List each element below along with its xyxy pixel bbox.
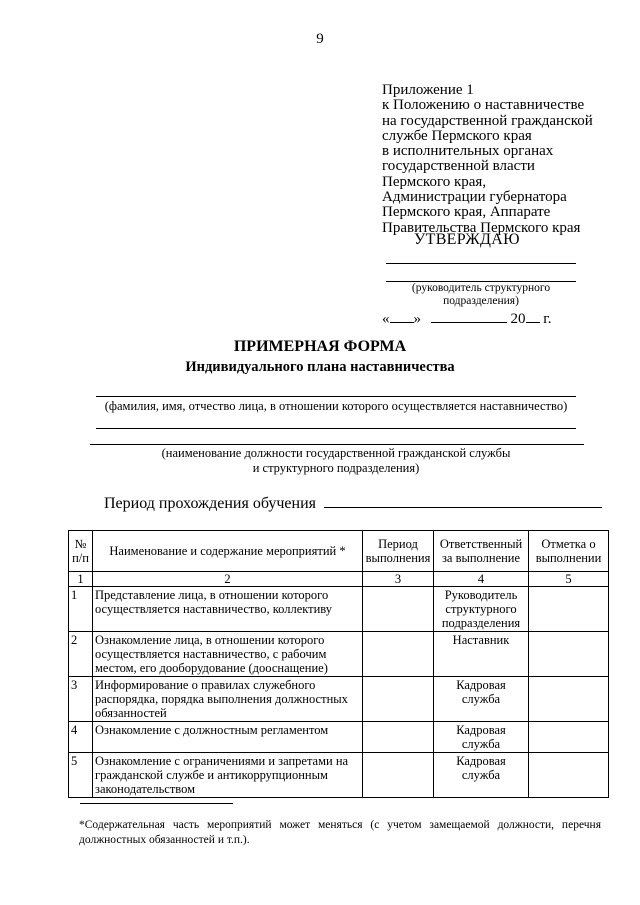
column-number: 2 (93, 572, 363, 587)
activity-cell: Информирование о правилах служебного распорядка, порядка выполнения должностных обязанностей (93, 677, 363, 722)
activity-cell: Ознакомление с ограничениями и запретами на гражданской службе и антикоррупционным законодательством (93, 753, 363, 798)
appendix-line: службе Пермского края (382, 127, 532, 144)
position-line-2 (90, 444, 584, 445)
header-cell: Наименование и содержание мероприятий * (93, 531, 363, 572)
table-row (69, 632, 609, 677)
position-caption (80, 446, 592, 476)
header-cell: Ответственный за выполнение (434, 531, 529, 572)
period-cell (363, 587, 434, 632)
column-number-row (69, 572, 609, 587)
position-caption-line-1: (наименование должности государственной гражданской службы (161, 446, 511, 460)
appendix-line: к Положению о наставничестве (382, 97, 585, 114)
row-number: 2 (69, 632, 93, 677)
header-cell: № п/п (69, 531, 93, 572)
date-year: 20 (510, 311, 526, 327)
period-label: Период прохождения обучения (104, 495, 316, 512)
appendix-line: в исполнительных органах (382, 143, 554, 160)
approval-date (382, 310, 551, 328)
period-cell (363, 632, 434, 677)
day-blank (390, 310, 414, 323)
responsible-cell: Кадровая служба (434, 677, 529, 722)
position-caption-line-2: и структурного подразделения) (252, 461, 420, 475)
row-number: 5 (69, 753, 93, 798)
mark-cell (529, 632, 609, 677)
column-number: 5 (529, 572, 609, 587)
signer-caption (386, 282, 576, 308)
position-line-1 (96, 428, 576, 429)
appendix-line: на государственной гражданской (382, 112, 593, 129)
row-number: 1 (69, 587, 93, 632)
table-row (69, 587, 609, 632)
form-subtitle: Индивидуального плана наставничества (185, 359, 455, 375)
column-number: 4 (434, 572, 529, 587)
footnote: *Содержательная часть мероприятий может меняться (с учетом замещаемой должности, перечня должностных обязанностей и т.п.). (79, 819, 601, 846)
name-caption: (фамилия, имя, отчество лица, в отношении которого осуществляется наставничество) (104, 399, 568, 413)
table-row (69, 753, 609, 798)
column-number: 3 (363, 572, 434, 587)
row-number: 4 (69, 722, 93, 753)
training-period (104, 495, 602, 513)
responsible-cell: Руководитель структурного подразделения (434, 587, 529, 632)
activity-cell: Представление лица, в отношении которого осуществляется наставничество, коллективу (93, 587, 363, 632)
signer-caption-line-2: подразделения) (443, 295, 519, 307)
appendix-line: Пермского края, (382, 173, 487, 190)
name-line (96, 396, 576, 397)
table-row (69, 722, 609, 753)
appendix-line: Приложение 1 (382, 82, 474, 98)
signature-line (386, 263, 576, 264)
appendix-line: Пермского края, Аппарате (382, 204, 551, 221)
appendix-line: Правительства Пермского края (382, 219, 581, 236)
header-cell: Период выполнения (363, 531, 434, 572)
responsible-cell: Наставник (434, 632, 529, 677)
period-blank (324, 495, 602, 508)
year-blank (526, 310, 540, 323)
mark-cell (529, 753, 609, 798)
form-title: ПРИМЕРНАЯ ФОРМА (233, 338, 407, 355)
month-blank (431, 310, 507, 323)
column-number: 1 (69, 572, 93, 587)
period-cell (363, 753, 434, 798)
date-quote-close: » (413, 311, 421, 327)
approval-heading: УТВЕРЖДАЮ (414, 231, 520, 248)
header-cell: Отметка о выполнении (529, 531, 609, 572)
appendix-line: государственной власти (382, 158, 535, 175)
period-cell (363, 677, 434, 722)
row-number: 3 (69, 677, 93, 722)
date-quote-open: « (382, 311, 390, 327)
appendix-line: Администрации губернатора (382, 189, 567, 206)
date-suffix: г. (543, 311, 552, 327)
page-number: 9 (316, 31, 324, 47)
appendix-reference (382, 83, 593, 236)
signer-caption-line-1: (руководитель структурного (411, 282, 551, 294)
mark-cell (529, 677, 609, 722)
table-header-row (69, 531, 609, 572)
table-row (69, 677, 609, 722)
responsible-cell: Кадровая служба (434, 753, 529, 798)
period-cell (363, 722, 434, 753)
mark-cell (529, 587, 609, 632)
footnote-separator (80, 803, 233, 804)
activity-cell: Ознакомление с должностным регламентом (93, 722, 363, 753)
responsible-cell: Кадровая служба (434, 722, 529, 753)
plan-table (68, 530, 609, 798)
activity-cell: Ознакомление лица, в отношении которого осуществляется наставничество, с рабочим местом, его дооборудование (дооснащение) (93, 632, 363, 677)
mark-cell (529, 722, 609, 753)
